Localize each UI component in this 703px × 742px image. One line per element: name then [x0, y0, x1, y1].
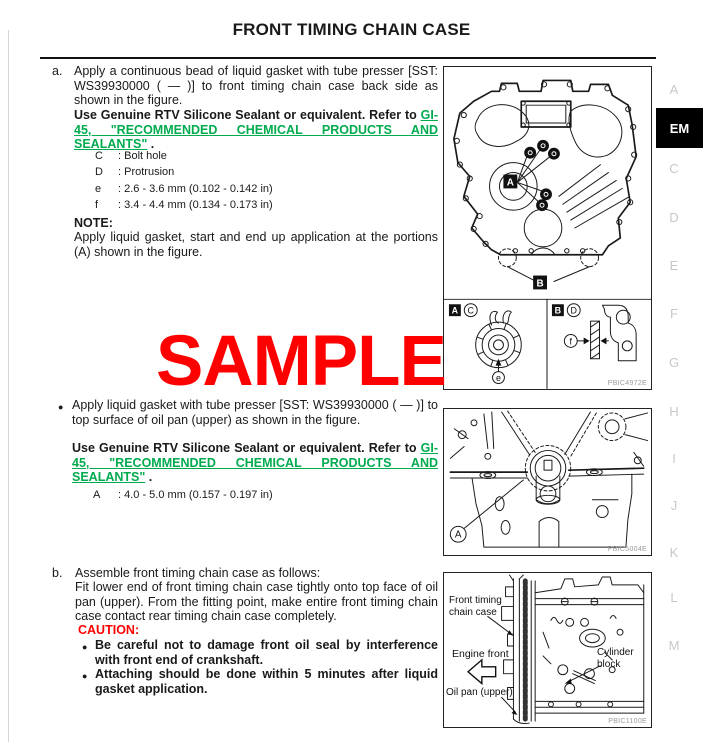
- spec-row-dim-f: [95, 199, 273, 215]
- side-tab-h[interactable]: H: [669, 404, 679, 419]
- spec-value: : Protrusion: [118, 166, 175, 179]
- spec-key: A: [93, 489, 101, 501]
- bullet-marker: ●: [58, 402, 64, 412]
- note-text: Apply liquid gasket, start and end up application at the portions (A) shown in the figure.: [74, 230, 438, 259]
- fig3-oil-pan-label: Oil pan (upper): [446, 687, 513, 698]
- step-b-marker: b.: [52, 566, 63, 580]
- figure-oil-pan-surface: [443, 408, 652, 556]
- oil-pan-diagram: [444, 409, 651, 555]
- step-a-sealant-note: [74, 108, 438, 152]
- timing-chain-case-diagram: [444, 67, 651, 389]
- fig1-detail-box-b: B: [554, 305, 562, 316]
- step-b-intro: Assemble front timing chain case as follows:: [75, 566, 321, 580]
- label-line: chain case: [449, 606, 497, 618]
- spec-key: f: [95, 198, 99, 211]
- oil-pan-gasket-paragraph: Apply liquid gasket with tube presser [SST: WS39930000 ( — )] to top surface of oil pan (upper) as shown in the figure.: [72, 398, 438, 427]
- figure-timing-chain-case-back: [443, 66, 652, 390]
- link-suffix: .: [145, 470, 153, 485]
- spec-row-dim-a: [93, 489, 273, 505]
- fig1-dim-f: f: [569, 336, 573, 347]
- side-tab-em-active[interactable]: EM: [656, 108, 703, 148]
- label-line: block: [597, 658, 621, 670]
- step-a-spec-list: [95, 150, 273, 215]
- fig3-engine-front-label: Engine front: [452, 648, 509, 660]
- side-tab-k[interactable]: K: [669, 545, 679, 560]
- spec-value: : 4.0 - 5.0 mm (0.157 - 0.197 in): [118, 489, 273, 501]
- spec-key: D: [95, 166, 103, 179]
- spec-row-protrusion: [95, 166, 273, 182]
- step-a-paragraph: Apply a continuous bead of liquid gasket with tube presser [SST: WS39930000 ( — )] to front timing chain case back side as shown in the figure.: [74, 64, 438, 108]
- side-tab-e[interactable]: E: [669, 258, 679, 273]
- figure-case-assembly: [443, 572, 652, 728]
- page-edge-line: [8, 30, 9, 742]
- fig1-detail-box-a: A: [451, 305, 459, 316]
- figure-code: PBIC1100E: [608, 718, 647, 725]
- side-tab-c[interactable]: C: [669, 161, 679, 176]
- sealant-instruction-text: Use Genuine RTV Silicone Sealant or equivalent. Refer to: [74, 108, 417, 122]
- gi45-chemical-products-link[interactable]: GI-45, "RECOMMENDED CHEMICAL PRODUCTS AND SEALANTS": [74, 108, 438, 152]
- spec-value: : 2.6 - 3.6 mm (0.102 - 0.142 in): [118, 182, 273, 195]
- fig1-label-a: A: [506, 177, 514, 189]
- oil-pan-spec: [93, 489, 273, 505]
- header-rule: [40, 57, 656, 59]
- sealant-instruction-text: Use Genuine RTV Silicone Sealant or equivalent. Refer to: [72, 441, 417, 455]
- fig3-cylinder-block-label: [597, 647, 634, 670]
- bullet-marker: ●: [82, 671, 88, 681]
- side-tab-j[interactable]: J: [670, 498, 678, 513]
- side-tab-l[interactable]: L: [670, 590, 678, 605]
- caution-heading: CAUTION:: [78, 623, 140, 637]
- note-heading: NOTE:: [74, 216, 113, 230]
- link-suffix: .: [147, 137, 155, 152]
- fig1-detail-circle-c: C: [467, 305, 474, 316]
- side-tab-m[interactable]: M: [668, 638, 680, 653]
- step-b-paragraph: Fit lower end of front timing chain case tightly onto top face of oil pan (upper). From the fitting point, make entire front timing chain case contact rear timing chain case completely.: [75, 580, 438, 624]
- oil-pan-sealant-note: [72, 441, 438, 485]
- fig1-dim-e: e: [495, 373, 501, 384]
- fig2-label-a: A: [454, 529, 462, 541]
- spec-row-bolt-hole: [95, 150, 273, 166]
- caution-item-5-minutes: Attaching should be done within 5 minutes after liquid gasket application.: [95, 667, 438, 696]
- spec-key: C: [95, 150, 103, 162]
- spec-value: : 3.4 - 4.4 mm (0.134 - 0.173 in): [118, 198, 273, 211]
- label-line: Front timing: [449, 595, 502, 606]
- sample-watermark: SAMPLE: [156, 322, 446, 401]
- side-tab-f[interactable]: F: [670, 306, 678, 321]
- figure-code: PBIC4972E: [607, 380, 647, 387]
- side-tab-g[interactable]: G: [668, 355, 680, 370]
- spec-value: : Bolt hole: [118, 150, 167, 162]
- figure-code: PBIC5004E: [607, 546, 647, 553]
- caution-item-oil-seal: Be careful not to damage front oil seal by interference with front end of crankshaft.: [95, 638, 438, 667]
- gi45-chemical-products-link[interactable]: GI-45, "RECOMMENDED CHEMICAL PRODUCTS AND SEALANTS": [72, 441, 438, 485]
- spec-row-dim-e: [95, 183, 273, 199]
- side-tab-a[interactable]: A: [669, 82, 679, 97]
- label-line: Cylinder: [597, 647, 634, 658]
- side-tab-i[interactable]: I: [672, 451, 676, 466]
- fig1-label-b: B: [536, 278, 544, 290]
- step-a-marker: a.: [52, 64, 63, 78]
- bullet-marker: ●: [82, 642, 88, 652]
- page-title: FRONT TIMING CHAIN CASE: [232, 20, 471, 39]
- side-tab-d[interactable]: D: [669, 210, 679, 225]
- fig1-detail-circle-d: D: [570, 305, 577, 316]
- fig3-front-timing-chain-case-label: [449, 595, 502, 618]
- spec-key: e: [95, 182, 102, 195]
